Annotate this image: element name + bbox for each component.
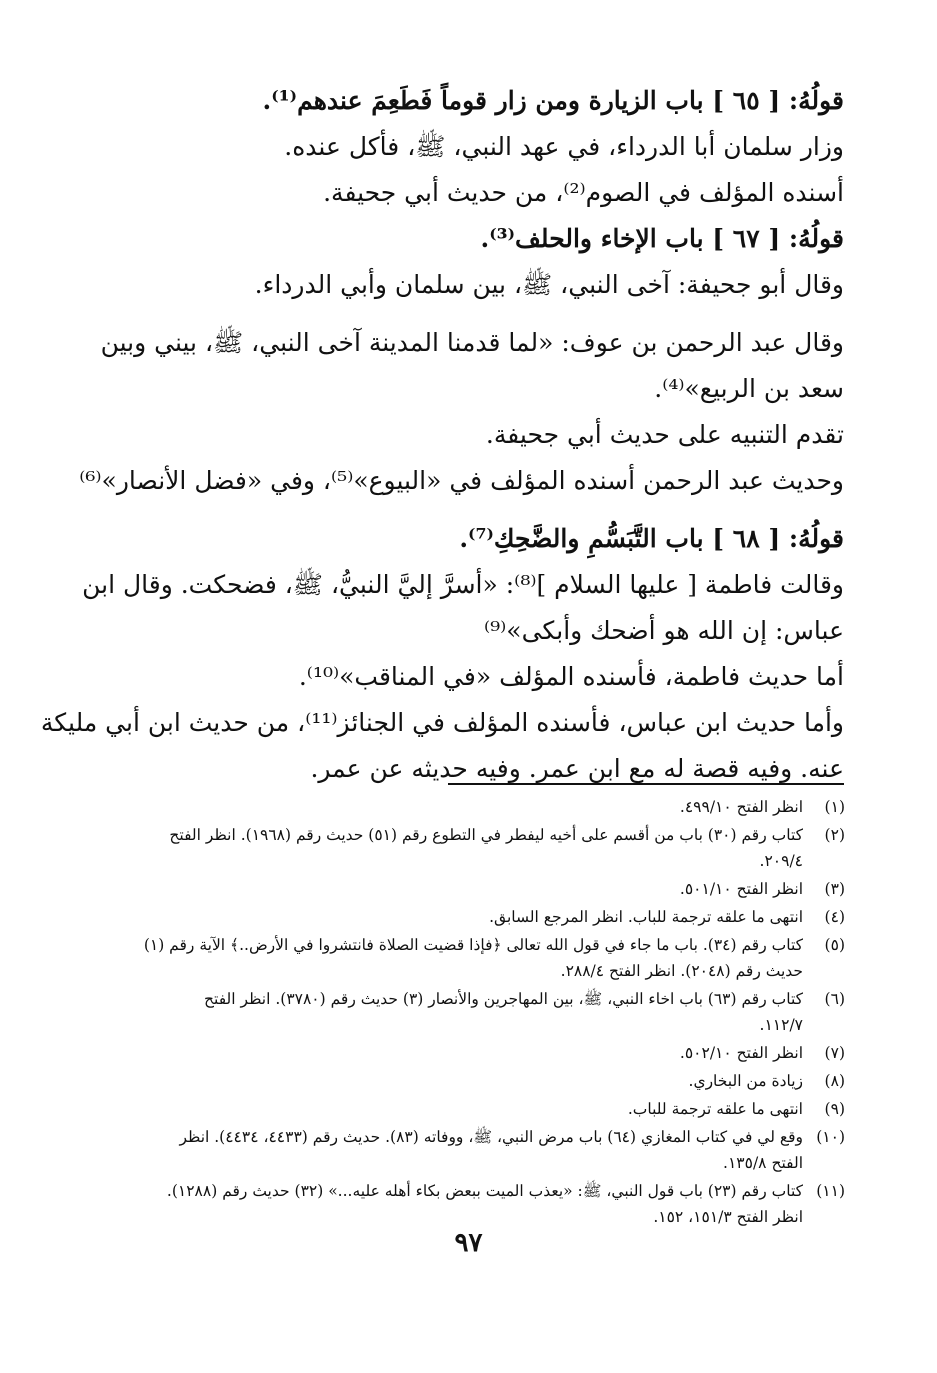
- text-line: وقال عبد الرحمن بن عوف: «لما قدمنا المدينة آخى النبي، ﷺ، بيني وبين: [100, 328, 844, 357]
- text-line: وقالت فاطمة [ عليها السلام ]⁽⁸⁾: «أسرَّ إليَّ النبيُّ، ﷺ، فضحكت. وقال ابن: [82, 570, 844, 599]
- footnote-text: كتاب رقم (٢٣) باب قول النبي، ﷺ: «يعذب الميت ببعض بكاء أهله عليه...» (٣٢) حديث رقم (١٢٨٨). انظر الفتح ١٥١/٣، ١٥٢.: [166, 1182, 803, 1226]
- footnote-text: انظر الفتح ٥٠١/١٠.: [679, 880, 803, 898]
- footnote-text: انتهى ما علقه ترجمة للباب. انظر المرجع السابق.: [489, 908, 803, 926]
- footnote-2: [95, 822, 845, 874]
- footnote-text: انظر الفتح ٤٩٩/١٠.: [679, 798, 803, 816]
- text-line: وزار سلمان أبا الدرداء، في عهد النبي، ﷺ، فأكل عنده.: [284, 132, 844, 161]
- text-line: وحديث عبد الرحمن أسنده المؤلف في «البيوع»⁽⁵⁾، وفي «فضل الأنصار»⁽⁶⁾: [79, 466, 844, 495]
- page-number: ٩٧: [454, 1228, 483, 1258]
- footnote-number: (٦): [824, 990, 845, 1008]
- footnote-number: (١١): [816, 1182, 845, 1200]
- footnotes: [95, 794, 845, 1232]
- footnote-4: [95, 904, 845, 930]
- text-line: عباس: إن الله هو أضحك وأبكى»⁽⁹⁾: [483, 616, 844, 645]
- heading-chapter-65: قولُهُ: [ ٦٥ ] باب الزيارة ومن زار قوماً فَطَعِمَ عندهم⁽¹⁾.: [262, 86, 844, 115]
- footnote-number: (٨): [824, 1072, 845, 1090]
- footnote-text: انتهى ما علقه ترجمة للباب.: [627, 1100, 803, 1118]
- footnote-8: [95, 1068, 845, 1094]
- text-line: وقال أبو جحيفة: آخى النبي، ﷺ، بين سلمان وأبي الدرداء.: [254, 270, 844, 299]
- footnote-11: [95, 1178, 845, 1230]
- footnote-10: [95, 1124, 845, 1176]
- footnote-text: كتاب رقم (٦٣) باب اخاء النبي، ﷺ، بين المهاجرين والأنصار (٣) حديث رقم (٣٧٨٠). انظر الفتح ١١٢/٧.: [204, 990, 803, 1034]
- footnote-number: (١٠): [816, 1128, 845, 1146]
- footnote-text: وقع لي في كتاب المغازي (٦٤) باب مرض النبي، ﷺ، ووفاته (٨٣). حديث رقم (٤٤٣٣، ٤٤٣٤). انظر الفتح ١٣٥/٨.: [179, 1128, 803, 1172]
- footnote-1: [95, 794, 845, 820]
- text-line: سعد بن الربيع»⁽⁴⁾.: [654, 374, 844, 403]
- footnote-number: (١): [824, 798, 845, 816]
- footnote-number: (٤): [824, 908, 845, 926]
- text-line: تقدم التنبيه على حديث أبي جحيفة.: [485, 420, 844, 449]
- footnote-6: [95, 986, 845, 1038]
- heading-chapter-67: قولُهُ: [ ٦٧ ] باب الإخاء والحلف⁽³⁾.: [480, 224, 844, 253]
- text-line: عنه. وفيه قصة له مع ابن عمر. وفيه حديثه عن عمر.: [310, 754, 844, 783]
- footnote-text: كتاب رقم (٣٤). باب ما جاء في قول الله تعالى ﴿فإذا قضيت الصلاة فانتشروا في الأرض..﴾ الآية رقم (١) حديث رقم (٢٠٤٨). انظر الفتح ٢٨٨/٤.: [143, 936, 803, 980]
- footnote-5: [95, 932, 845, 984]
- footnote-number: (٢): [824, 826, 845, 844]
- footnote-separator: [448, 783, 844, 785]
- footnote-7: [95, 1040, 845, 1066]
- text-line: أما حديث فاطمة، فأسنده المؤلف «في المناقب»⁽¹⁰⁾.: [298, 662, 844, 691]
- footnote-number: (٧): [824, 1044, 845, 1062]
- footnote-9: [95, 1096, 845, 1122]
- footnote-text: كتاب رقم (٣٠) باب من أقسم على أخيه ليفطر في التطوع رقم (٥١) حديث رقم (١٩٦٨). انظر الفتح ٢٠٩/٤.: [169, 826, 803, 870]
- footnote-3: [95, 876, 845, 902]
- footnote-number: (٥): [824, 936, 845, 954]
- text-line: وأما حديث ابن عباس، فأسنده المؤلف في الجنائز⁽¹¹⁾، من حديث ابن أبي مليكة: [40, 708, 844, 737]
- main-text: [40, 78, 844, 792]
- text-line: أسنده المؤلف في الصوم⁽²⁾، من حديث أبي جحيفة.: [323, 178, 844, 207]
- footnote-text: زيادة من البخاري.: [688, 1072, 803, 1090]
- footnote-text: انظر الفتح ٥٠٢/١٠.: [679, 1044, 803, 1062]
- heading-chapter-68: قولُهُ: [ ٦٨ ] باب التَّبَسُّمِ والضَّحِكِ⁽⁷⁾.: [459, 524, 844, 553]
- footnote-number: (٣): [824, 880, 845, 898]
- footnote-number: (٩): [824, 1100, 845, 1118]
